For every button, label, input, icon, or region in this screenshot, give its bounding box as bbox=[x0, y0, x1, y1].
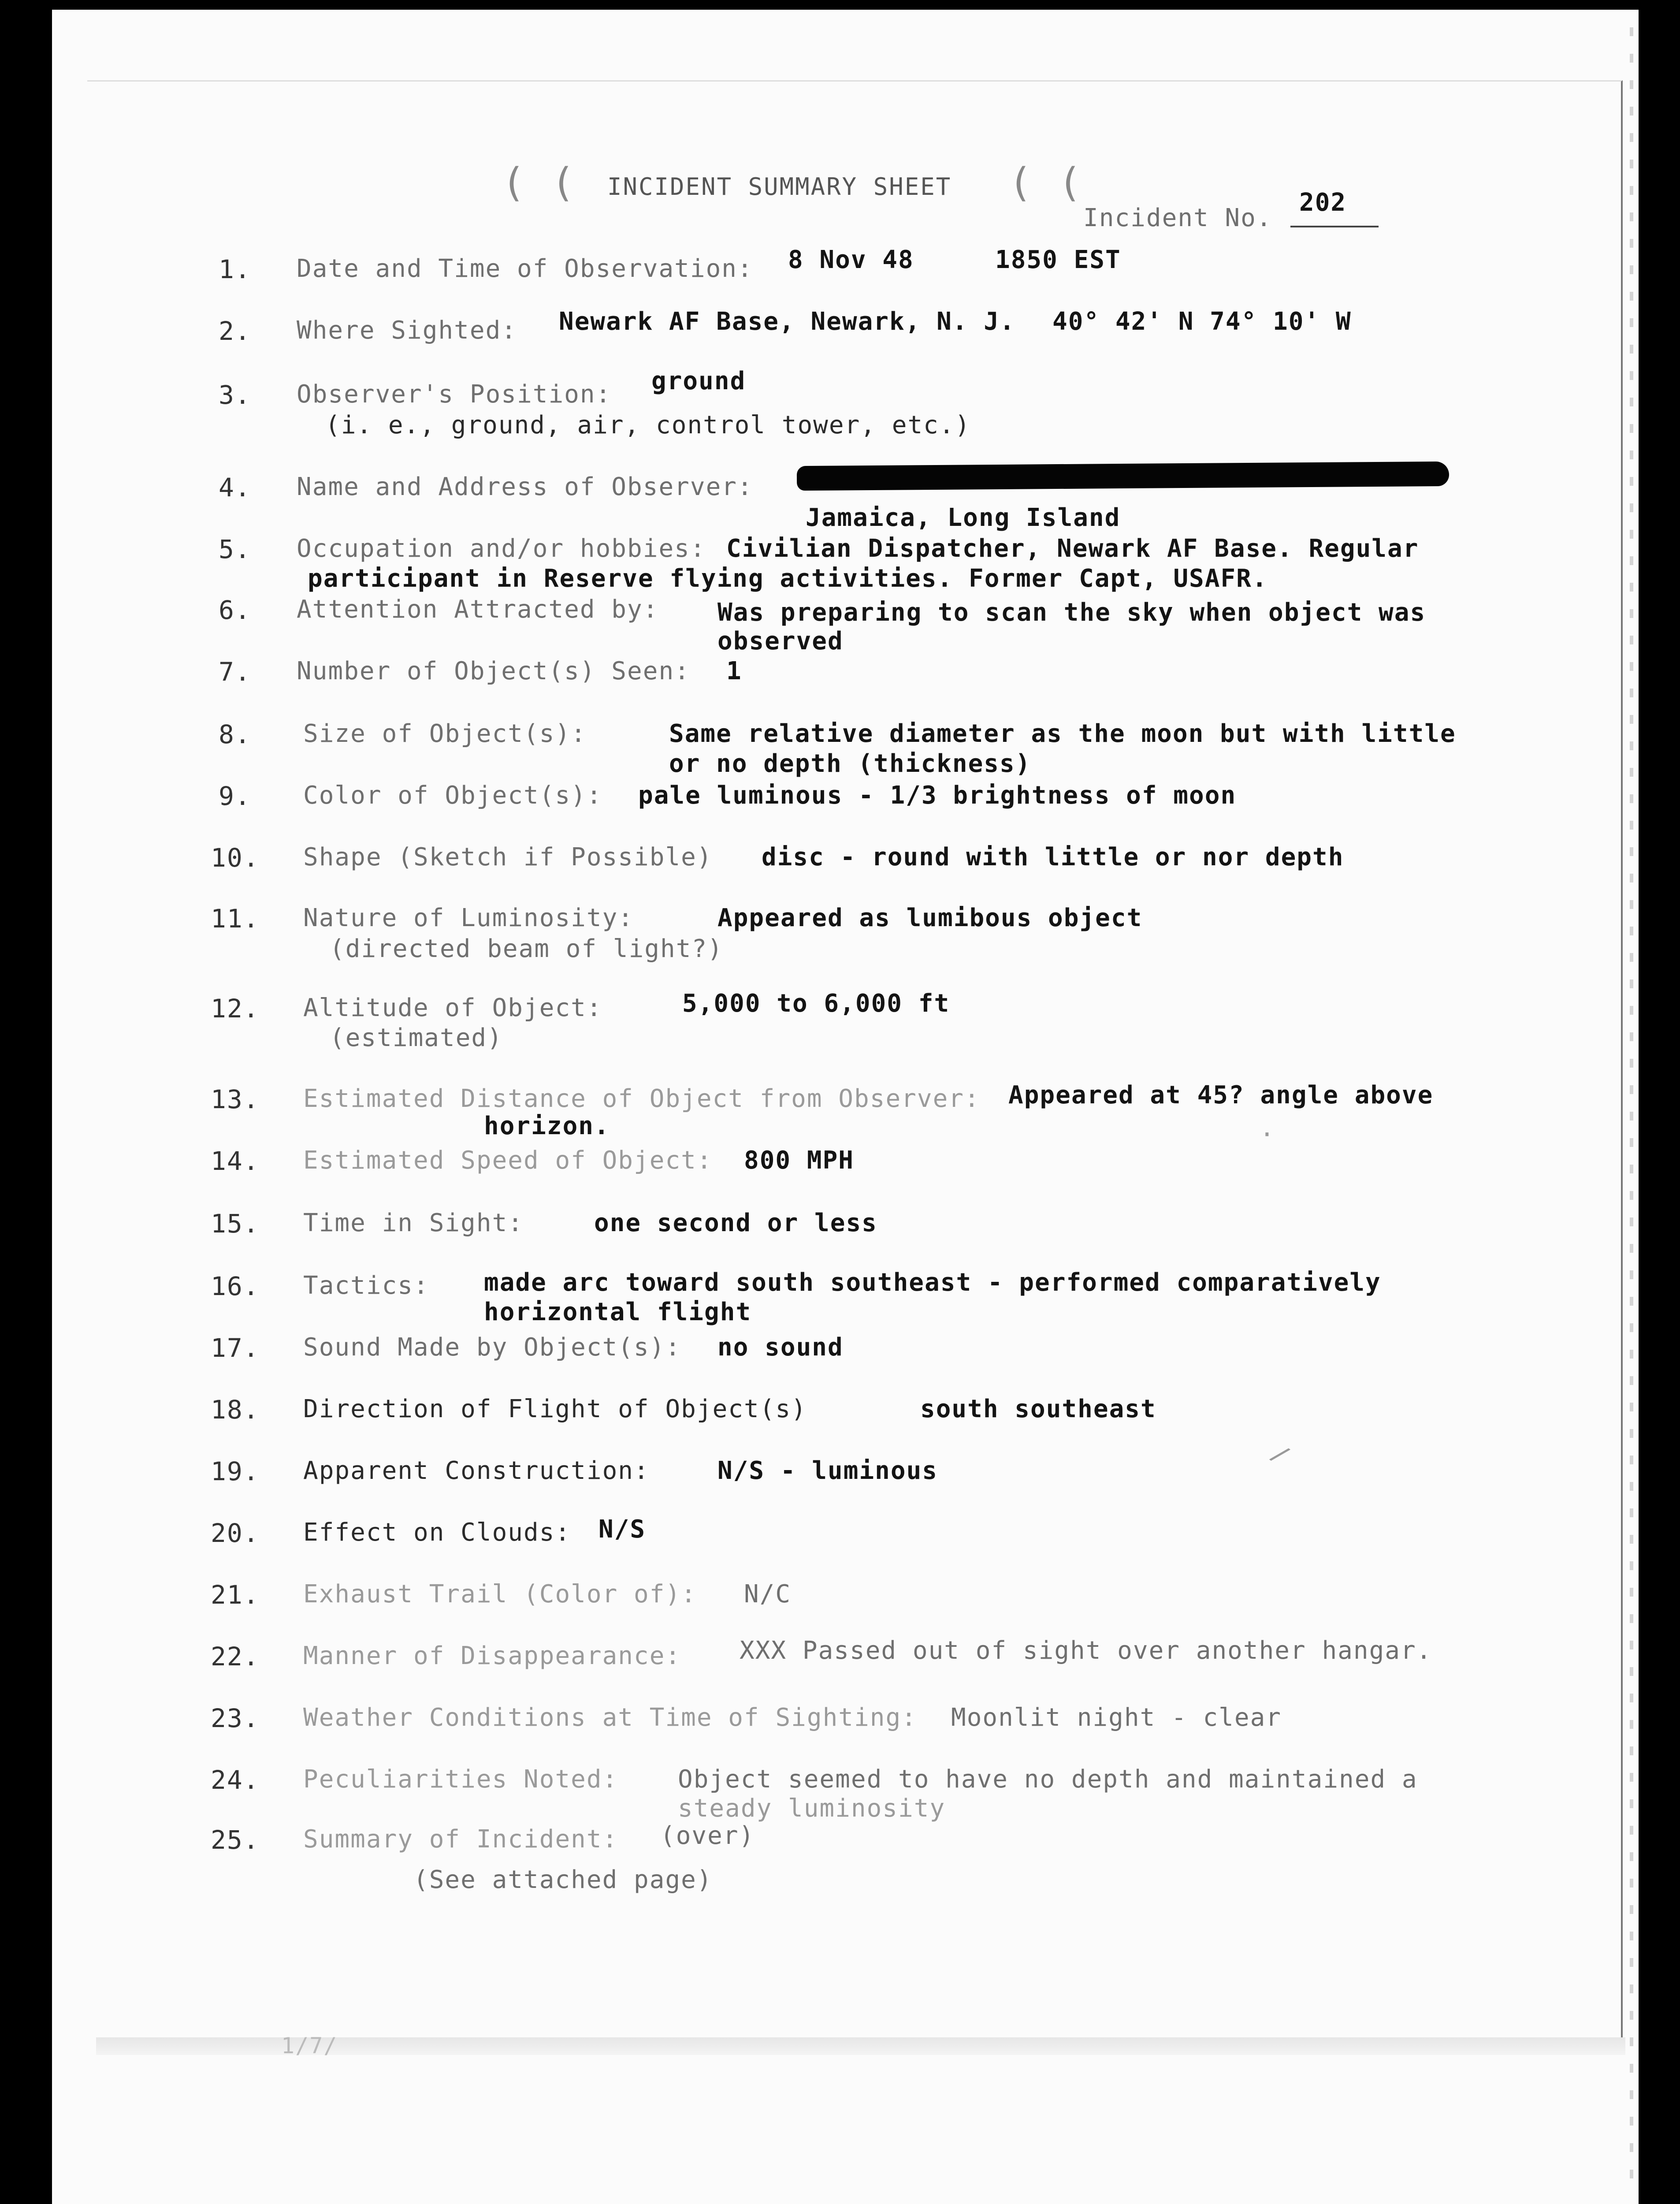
item-number: 21. bbox=[211, 1580, 260, 1610]
page-frame bbox=[87, 80, 1623, 2052]
item-number: 17. bbox=[211, 1333, 260, 1363]
item-label: Apparent Construction: bbox=[303, 1456, 650, 1485]
item-label: Number of Object(s) Seen: bbox=[297, 657, 690, 685]
item-number: 24. bbox=[211, 1765, 260, 1795]
item-sublabel: (estimated) bbox=[330, 1024, 503, 1052]
item-label: Sound Made by Object(s): bbox=[303, 1333, 681, 1362]
header-paren-left: ( ( bbox=[502, 160, 576, 206]
redaction-bar bbox=[797, 462, 1449, 491]
item-label: Time in Sight: bbox=[303, 1209, 524, 1237]
pen-mark: / bbox=[1266, 1438, 1295, 1471]
item-value: one second or less bbox=[594, 1209, 877, 1237]
item-number: 16. bbox=[211, 1271, 260, 1301]
header-paren-right: ( ( bbox=[1008, 160, 1083, 206]
item-label: Occupation and/or hobbies: bbox=[297, 534, 706, 563]
item-value: N/C bbox=[744, 1580, 792, 1608]
item-number: 1. bbox=[219, 254, 251, 284]
pen-mark: · bbox=[1260, 1121, 1275, 1149]
item-number: 12. bbox=[211, 994, 260, 1024]
item-value: 1 bbox=[726, 657, 742, 685]
item-sublabel: (i. e., ground, air, control tower, etc.) bbox=[325, 411, 971, 439]
item-value: (over) bbox=[660, 1821, 755, 1850]
item-label: Altitude of Object: bbox=[303, 994, 602, 1022]
item-value-cont: observed bbox=[717, 627, 844, 655]
item-number: 5. bbox=[219, 534, 251, 564]
item-label: Exhaust Trail (Color of): bbox=[303, 1580, 697, 1608]
incident-underline bbox=[1290, 226, 1379, 227]
item-number: 22. bbox=[211, 1642, 260, 1672]
item-number: 20. bbox=[211, 1518, 260, 1548]
item-label: Where Sighted: bbox=[297, 316, 517, 345]
item-value-2: 1850 EST bbox=[995, 246, 1121, 274]
item-label: Size of Object(s): bbox=[303, 719, 587, 748]
incident-label: Incident No. bbox=[1083, 204, 1272, 232]
item-label: Peculiarities Noted: bbox=[303, 1765, 618, 1794]
item-value-cont: participant in Reserve flying activities. Former Capt, USAFR. bbox=[308, 564, 1268, 593]
footer-mark: 1/7/ bbox=[281, 2033, 338, 2059]
item-value: Same relative diameter as the moon but with little bbox=[669, 719, 1456, 748]
item-label: Summary of Incident: bbox=[303, 1825, 618, 1854]
item-label: Estimated Distance of Object from Observer: bbox=[303, 1084, 980, 1113]
item-value: 8 Nov 48 bbox=[788, 246, 914, 274]
item-value: Jamaica, Long Island bbox=[806, 503, 1121, 532]
item-value: Newark AF Base, Newark, N. J. bbox=[559, 307, 1015, 336]
item-value-cont: horizon. bbox=[484, 1112, 610, 1140]
item-value: Appeared as lumibous object bbox=[717, 904, 1143, 932]
item-value: disc - round with little or nor depth bbox=[762, 843, 1344, 871]
incident-number: 202 bbox=[1299, 188, 1347, 217]
item-value: Moonlit night - clear bbox=[951, 1703, 1282, 1732]
item-label: Manner of Disappearance: bbox=[303, 1642, 681, 1670]
item-value: made arc toward south southeast - performed comparatively bbox=[484, 1268, 1381, 1297]
item-label: Estimated Speed of Object: bbox=[303, 1146, 713, 1175]
item-label: Shape (Sketch if Possible) bbox=[303, 843, 713, 871]
item-number: 3. bbox=[219, 380, 251, 410]
item-value-cont: horizontal flight bbox=[484, 1298, 752, 1326]
item-number: 19. bbox=[211, 1456, 260, 1486]
item-value: N/S - luminous bbox=[717, 1456, 938, 1485]
item-label: Direction of Flight of Object(s) bbox=[303, 1395, 807, 1423]
item-number: 7. bbox=[219, 657, 251, 687]
item-sublabel: (directed beam of light?) bbox=[330, 934, 723, 963]
item-number: 9. bbox=[219, 781, 251, 811]
item-label: Weather Conditions at Time of Sighting: bbox=[303, 1703, 917, 1732]
item-label: Color of Object(s): bbox=[303, 781, 602, 810]
item-number: 11. bbox=[211, 904, 260, 934]
item-value: 5,000 to 6,000 ft bbox=[682, 989, 950, 1018]
item-number: 23. bbox=[211, 1703, 260, 1733]
item-number: 2. bbox=[219, 316, 251, 346]
item-number: 15. bbox=[211, 1209, 260, 1239]
item-label: Nature of Luminosity: bbox=[303, 904, 634, 932]
item-value: south southeast bbox=[920, 1395, 1156, 1423]
item-label: Date and Time of Observation: bbox=[297, 254, 753, 283]
item-label: Observer's Position: bbox=[297, 380, 612, 409]
item-value: no sound bbox=[717, 1333, 844, 1362]
item-value: ground bbox=[651, 367, 746, 395]
item-value-2: 40° 42' N 74° 10' W bbox=[1052, 307, 1352, 336]
item-value-cont: or no depth (thickness) bbox=[669, 749, 1031, 778]
scan-edge bbox=[1630, 27, 1633, 2187]
item-number: 6. bbox=[219, 595, 251, 625]
item-value: Was preparing to scan the sky when object was bbox=[717, 598, 1426, 627]
item-value: XXX Passed out of sight over another hangar. bbox=[740, 1636, 1432, 1665]
item-label: Name and Address of Observer: bbox=[297, 473, 753, 501]
item-value: pale luminous - 1/3 brightness of moon bbox=[638, 781, 1237, 810]
item-number: 14. bbox=[211, 1146, 260, 1176]
item-label: Attention Attracted by: bbox=[297, 595, 659, 624]
document-page bbox=[52, 10, 1639, 2204]
item-value: Object seemed to have no depth and maintained a bbox=[678, 1765, 1418, 1794]
item-number: 10. bbox=[211, 843, 260, 873]
item-number: 18. bbox=[211, 1395, 260, 1425]
item-value: Appeared at 45? angle above bbox=[1008, 1081, 1434, 1109]
item-value-cont: steady luminosity bbox=[678, 1794, 946, 1823]
item-value: 800 MPH bbox=[744, 1146, 855, 1175]
item-value: N/S bbox=[598, 1515, 646, 1544]
item-number: 8. bbox=[219, 719, 251, 749]
item-value: Civilian Dispatcher, Newark AF Base. Regular bbox=[726, 534, 1419, 563]
item-number: 4. bbox=[219, 473, 251, 503]
header-title: INCIDENT SUMMARY SHEET bbox=[607, 173, 952, 201]
item-label: Tactics: bbox=[303, 1271, 429, 1300]
item-number: 13. bbox=[211, 1084, 260, 1114]
item-sublabel: (See attached page) bbox=[413, 1865, 713, 1894]
item-number: 25. bbox=[211, 1825, 260, 1855]
item-label: Effect on Clouds: bbox=[303, 1518, 571, 1547]
